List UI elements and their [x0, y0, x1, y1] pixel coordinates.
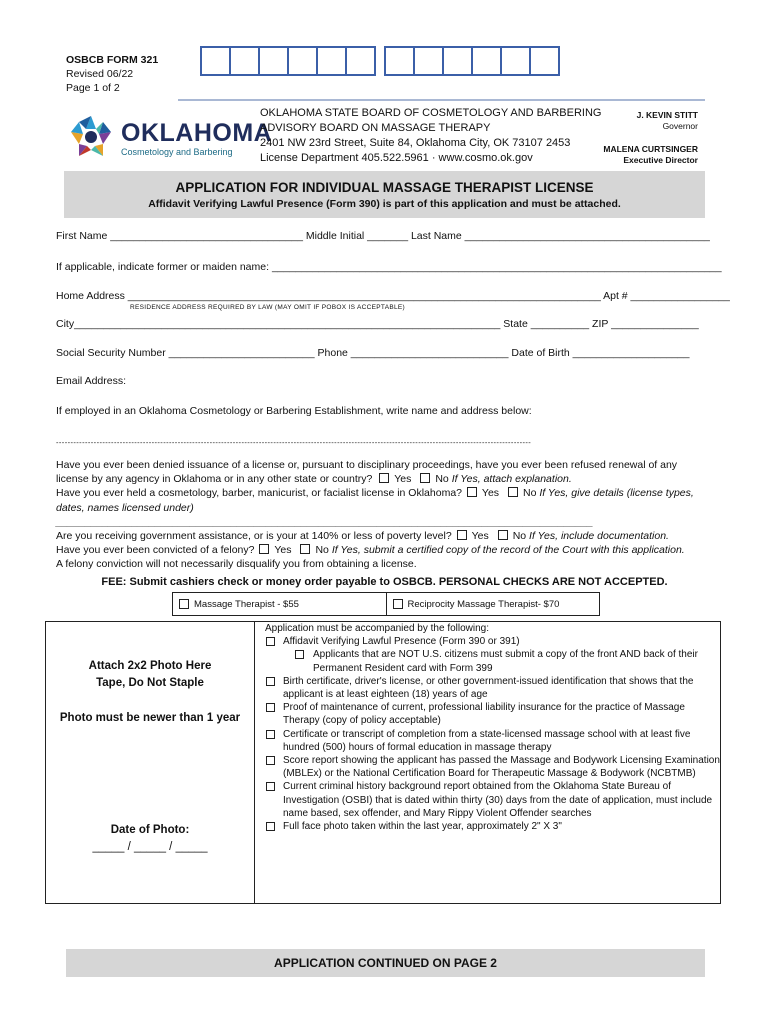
question-assistance: Are you receiving government assistance, or is your at 140% or less of poverty level? Yes No If Yes, include documentation. [56, 530, 669, 543]
checkbox[interactable] [295, 650, 304, 659]
director-title: Executive Director [623, 155, 698, 165]
office-use-box[interactable] [287, 46, 318, 76]
requirement-background-check: Current criminal history background report obtained from the Oklahoma State Bureau of Investigation (OSBI) that is dated within thirty (30) days from the date of application, must include name based, sex offender, and Mary Rippy Violent Offender searches [265, 780, 720, 820]
logo-subtitle: Cosmetology and Barbering [121, 147, 233, 157]
logo-wordmark: OKLAHOMA [121, 119, 273, 147]
fee-checkbox[interactable] [179, 599, 189, 609]
questions-block [56, 458, 716, 572]
requirement-exam-score: Score report showing the applicant has passed the Massage and Bodywork Licensing Examination (MBLEx) or the National Certification Board for Therapeutic Massage & Bodywork (NCBTMB) [265, 754, 720, 780]
q2-no-checkbox[interactable] [508, 487, 518, 497]
requirements-intro: Application must be accompanied by the following: [265, 623, 490, 634]
officials-block [600, 110, 698, 178]
question-denied-line1: Have you ever been denied issuance of a license or, pursuant to disciplinary proceedings, have you ever been refused renewal of any [56, 459, 678, 471]
office-use-box[interactable] [413, 46, 444, 76]
agency-address: 2401 NW 23rd Street, Suite 84, Oklahoma City, OK 73107 2453 [260, 137, 571, 149]
agency-contact: License Department 405.522.5961 · www.cosmo.ok.gov [260, 152, 533, 164]
requirement-photo: Full face photo taken within the last year, approximately 2" X 3" [265, 820, 720, 833]
q2-yes-checkbox[interactable] [467, 487, 477, 497]
photo-instruction-3: Photo must be newer than 1 year [59, 712, 241, 724]
requirement-transcript: Certificate or transcript of completion from a state-licensed massage school with at least five hundred (500) hours of formal education in massage therapy [265, 728, 720, 754]
office-use-box[interactable] [529, 46, 560, 76]
requirement-permanent-resident: Applicants that are NOT U.S. citizens must submit a copy of the front AND back of their Permanent Resident card with Form 399 [265, 648, 720, 674]
form-identifier [66, 53, 158, 95]
checkbox[interactable] [266, 756, 275, 765]
governor-name: J. KEVIN STITT [636, 110, 698, 120]
requirement-birth-certificate: Birth certificate, driver's license, or other government-issued identification that shows that the applicant is at least eighteen (18) years of age [265, 675, 720, 701]
fee-option-reciprocity[interactable]: Reciprocity Massage Therapist- $70 [386, 593, 600, 615]
application-title: APPLICATION FOR INDIVIDUAL MASSAGE THERAPIST LICENSE [175, 180, 594, 195]
page-number: Page 1 of 2 [66, 82, 120, 94]
application-subtitle: Affidavit Verifying Lawful Presence (Form 390) is part of this application and must be attached. [148, 198, 621, 210]
question-felony: Have you ever been convicted of a felony? Yes No If Yes, submit a certified copy of the record of the Court with this application. [56, 544, 685, 557]
fee-heading: FEE: Submit cashiers check or money order payable to OSBCB. PERSONAL CHECKS ARE NOT ACCEPTED. [101, 576, 668, 588]
photo-date-label: Date of Photo: [110, 824, 190, 836]
question-prior-license: Have you ever held a cosmetology, barber, manicurist, or facialist license in Oklahoma? Yes No If Yes, give details (license types, [56, 487, 694, 500]
requirements-list [265, 622, 720, 833]
checkbox[interactable] [266, 782, 275, 791]
photo-instruction-1: Attach 2x2 Photo Here [88, 660, 212, 672]
checkbox[interactable] [266, 730, 275, 739]
director-name: MALENA CURTSINGER [603, 144, 698, 154]
fee-option-massage-therapist[interactable]: Massage Therapist - $55 [173, 593, 386, 615]
office-use-box[interactable] [500, 46, 531, 76]
revised-date: Revised 06/22 [66, 68, 134, 80]
office-use-box[interactable] [471, 46, 502, 76]
office-use-box[interactable] [316, 46, 347, 76]
fee-options [172, 592, 600, 616]
employer-label: If employed in an Oklahoma Cosmetology or Barbering Establishment, write name and address below: [56, 405, 532, 417]
question-prior-license-details[interactable]: dates, names licensed under) ____________________________________________________________________________________________ [56, 501, 594, 528]
box-gap [374, 46, 384, 76]
requirement-insurance: Proof of maintenance of current, professional liability insurance for the practice of Massage Therapy (copy of policy acceptable) [265, 701, 720, 727]
office-use-boxes [200, 46, 558, 76]
q1-no-checkbox[interactable] [420, 473, 430, 483]
checkbox[interactable] [266, 637, 275, 646]
q4-no-checkbox[interactable] [300, 544, 310, 554]
advisory-board: ADVISORY BOARD ON MASSAGE THERAPY [260, 122, 491, 134]
address-note: RESIDENCE ADDRESS REQUIRED BY LAW (MAY OMIT IF POBOX IS ACCEPTABLE) [130, 304, 405, 311]
photo-date-field[interactable]: _____ / _____ / _____ [92, 841, 208, 853]
photo-box[interactable] [45, 621, 255, 904]
form-number: OSBCB FORM 321 [66, 54, 159, 66]
ssn-phone-dob-row[interactable]: Social Security Number _________________________ Phone ___________________________ Date of Birth ____________________ [56, 347, 690, 359]
q3-yes-checkbox[interactable] [457, 530, 467, 540]
agency-block [260, 106, 601, 166]
agency-name: OKLAHOMA STATE BOARD OF COSMETOLOGY AND BARBERING [260, 107, 602, 119]
maiden-name-field[interactable]: If applicable, indicate former or maiden name: _____________________________________________________________________________ [56, 261, 722, 273]
office-use-box[interactable] [258, 46, 289, 76]
office-use-box[interactable] [345, 46, 376, 76]
q1-yes-checkbox[interactable] [379, 473, 389, 483]
header-divider [178, 99, 705, 101]
fee-checkbox[interactable] [393, 599, 403, 609]
office-use-box[interactable] [384, 46, 415, 76]
email-field[interactable]: Email Address: [56, 375, 127, 387]
home-address-field[interactable]: Home Address _________________________________________________________________________________ Apt # _________________ [56, 290, 730, 302]
checkbox[interactable] [266, 677, 275, 686]
name-field-row[interactable]: First Name _________________________________ Middle Initial _______ Last Name __________________________________________ [56, 230, 710, 242]
photo-instruction-2: Tape, Do Not Staple [96, 677, 204, 689]
q4-yes-checkbox[interactable] [259, 544, 269, 554]
governor-title: Governor [662, 121, 698, 131]
employer-field[interactable]: -------------------------------------------------------------------------------------------------------------------------------------------------------------------- [56, 438, 532, 447]
title-banner [64, 171, 705, 218]
felony-disclaimer: A felony conviction will not necessarily disqualify you from obtaining a license. [56, 558, 417, 571]
checkbox[interactable] [266, 703, 275, 712]
city-state-zip-row[interactable]: City_________________________________________________________________________ State __________ ZIP _______________ [56, 318, 699, 330]
checkbox[interactable] [266, 822, 275, 831]
office-use-box[interactable] [200, 46, 231, 76]
requirement-affidavit: Affidavit Verifying Lawful Presence (Form 390 or 391) [265, 635, 720, 648]
office-use-box[interactable] [442, 46, 473, 76]
q3-no-checkbox[interactable] [498, 530, 508, 540]
question-denied-line2: license by any agency in Oklahoma or in any other state or country? Yes No If Yes, attach explanation. [56, 473, 572, 486]
continued-footer: APPLICATION CONTINUED ON PAGE 2 [66, 949, 705, 977]
office-use-box[interactable] [229, 46, 260, 76]
